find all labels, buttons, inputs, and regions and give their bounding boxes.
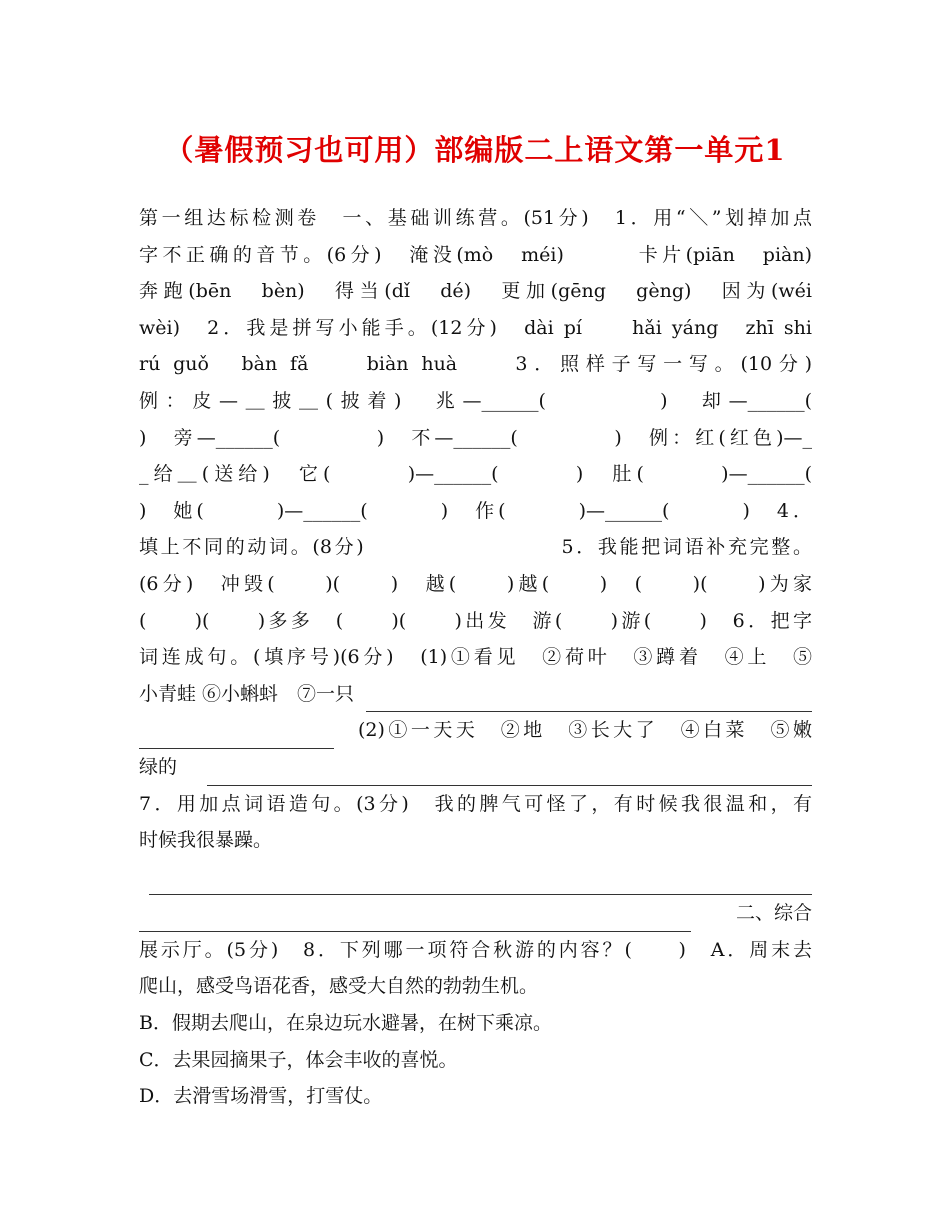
- answer-blank-line[interactable]: [366, 685, 812, 712]
- text-line: 奔跑(bēn bèn) 得当(dǐ dé) 更加(gēng gèng) 因为(wéi: [139, 280, 812, 303]
- text-line: wèi) 2．我是拼写小能手。(12分) dài pí hǎi yáng zhī shi: [139, 316, 812, 339]
- text-line: 词连成句。(填序号)(6分) (1)①看见 ②荷叶 ③蹲着 ④上 ⑤: [139, 646, 812, 669]
- text-line: ) 旁—______( ) 不—______( ) 例：红(红色)—_: [139, 426, 812, 449]
- text-line: (6分) 冲毁( )( ) 越( )越( ) ( )( )为家: [139, 572, 812, 595]
- text-line: 第一组达标检测卷 一、基础训练营。(51分) 1．用“＼”划掉加点: [139, 207, 812, 229]
- option-b: B．假期去爬山，在泉边玩水避暑，在树下乘凉。: [139, 1012, 552, 1035]
- answer-row-q7-1: [139, 859, 812, 896]
- document-body: [139, 200, 812, 1115]
- text-line: 字不正确的音节。(6分) 淹没(mò méi) 卡片(piān piàn): [139, 243, 812, 266]
- answer-blank-line[interactable]: [139, 722, 334, 749]
- option-c: C．去果园摘果子，体会丰收的喜悦。: [139, 1048, 458, 1071]
- q6-words-line-3: 绿的: [139, 755, 178, 778]
- text-line: ( )( )多多 ( )( )出发 游( )游( ) 6．把字: [139, 609, 812, 632]
- text-line: 填上不同的动词。(8分) 5．我能把词语补充完整。: [139, 536, 812, 559]
- text-line: 爬山，感受鸟语花香，感受大自然的勃勃生机。: [139, 975, 539, 998]
- text-line: _给＿(送给) 它( )—______( ) 肚( )—______(: [139, 463, 812, 486]
- option-d: D．去滑雪场滑雪，打雪仗。: [139, 1085, 383, 1108]
- q6-words-line-2: (2)①一天天 ②地 ③长大了 ④白菜 ⑤嫩: [358, 719, 812, 742]
- text-line: 展示厅。(5分) 8．下列哪一项符合秋游的内容？( ) A．周末去: [139, 938, 812, 961]
- answer-row-q6-2: [139, 712, 812, 749]
- answer-row-q6-3: [139, 749, 812, 786]
- answer-blank-line[interactable]: [149, 868, 812, 895]
- text-line: ) 她( )—______( ) 作( )—______( ) 4．: [139, 499, 812, 522]
- text-line: 时候我很暴躁。: [139, 829, 273, 852]
- text-line: 7．用加点词语造句。(3分) 我的脾气可怪了，有时候我很温和，有: [139, 792, 812, 815]
- q6-words-line: 小青蛙 ⑥小蝌蚪 ⑦一只: [139, 682, 355, 705]
- document-title: （暑假预习也可用）部编版二上语文第一单元1: [164, 133, 786, 167]
- answer-row-q7-2: [139, 895, 812, 932]
- section-two-heading: 二、综合: [735, 902, 812, 925]
- answer-blank-line[interactable]: [207, 759, 812, 786]
- answer-row-q6-1: [139, 676, 812, 713]
- answer-blank-line[interactable]: [139, 905, 691, 932]
- text-line: 例：皮—＿披＿(披着) 兆—______( ) 却—______(: [139, 389, 812, 412]
- text-line: rú guǒ bàn fǎ biàn huà 3．照样子写一写。(10分): [139, 353, 812, 376]
